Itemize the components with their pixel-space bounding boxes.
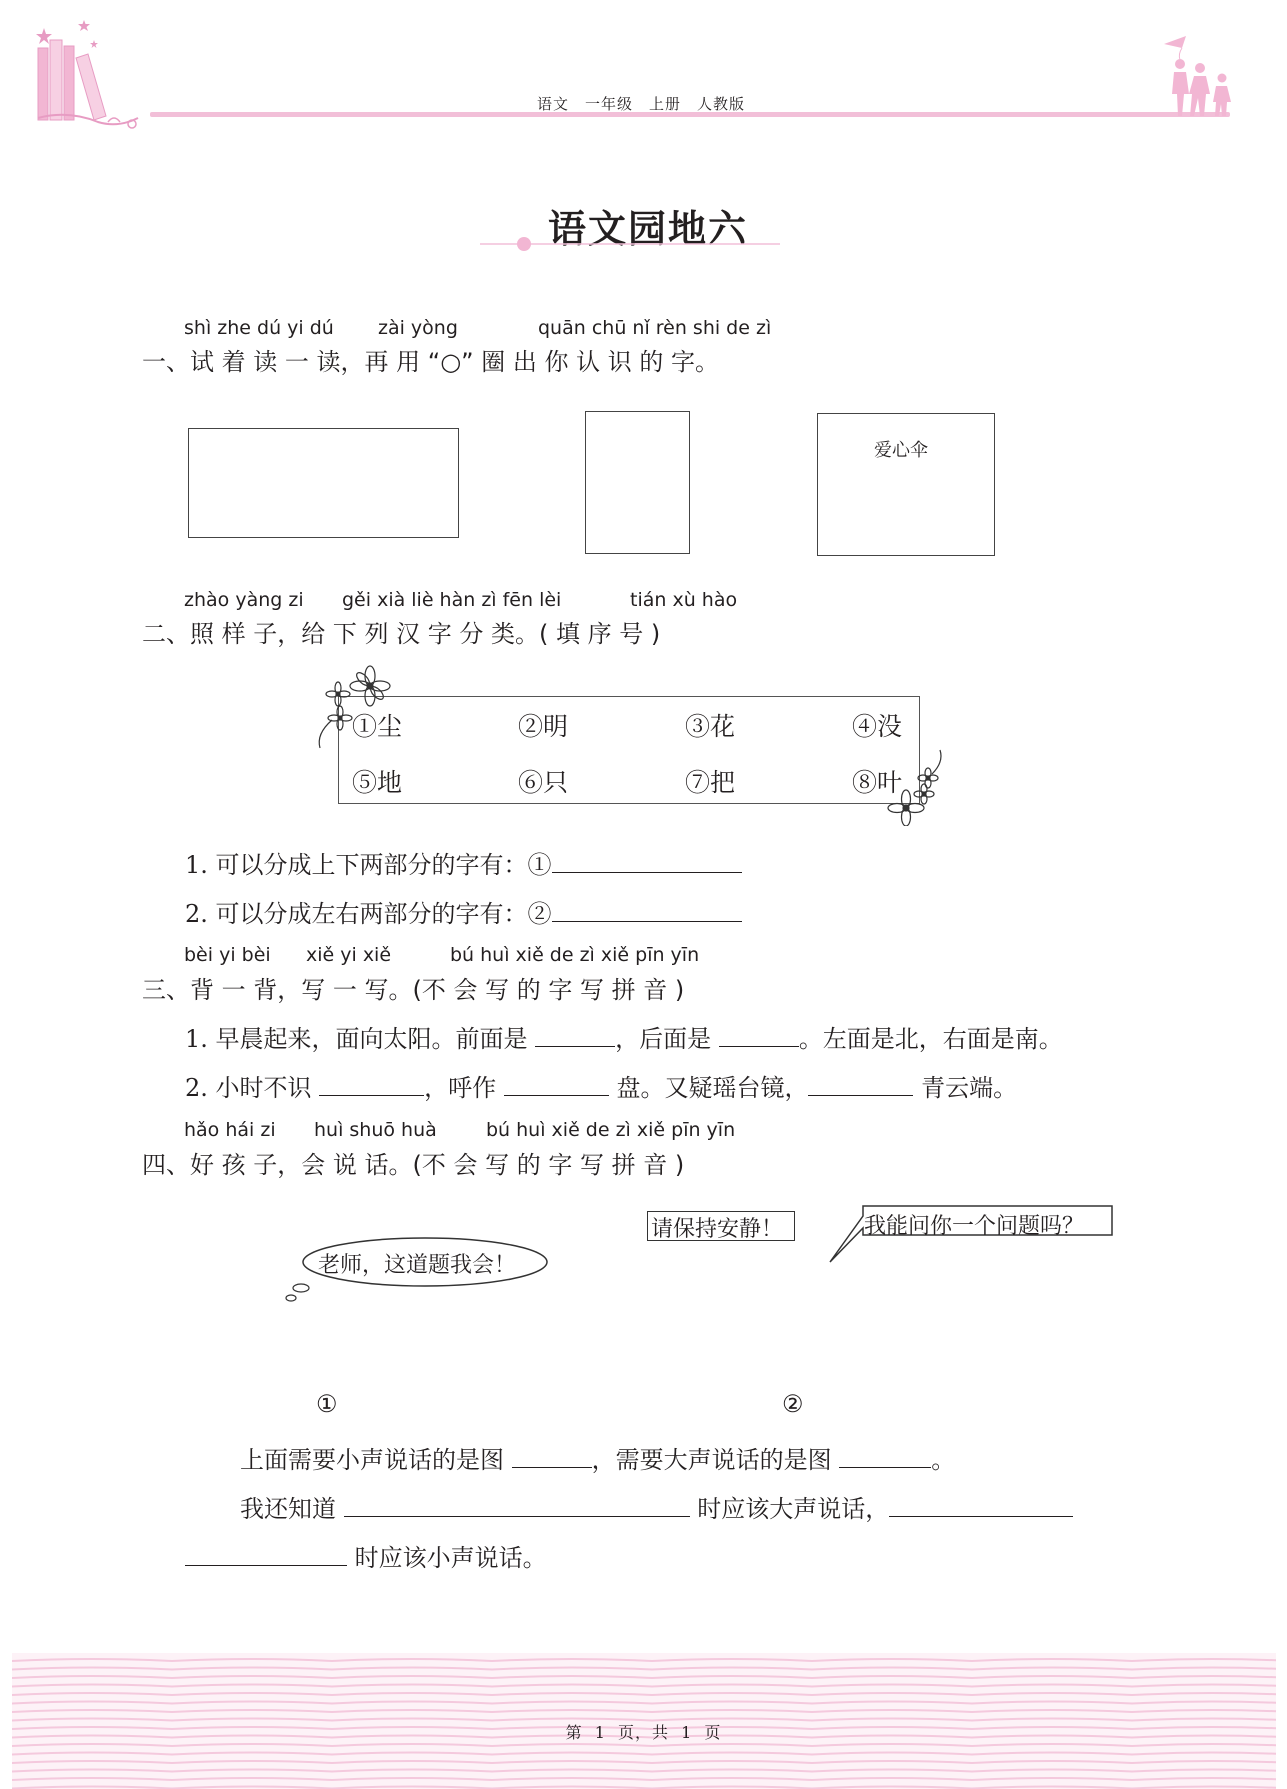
umbrella-label: 爱心伞 — [874, 440, 928, 461]
char-8: ⑧叶 — [852, 768, 903, 797]
s2-heading: 二、照 样 子，给 下 列 汉 字 分 类。( 填 序 号 ) — [142, 620, 661, 648]
reading-image-2 — [585, 411, 690, 554]
bubble-question: 我能问你一个问题吗？ — [864, 1214, 1085, 1239]
bubble-teacher: 老师，这道题我会！ — [318, 1253, 517, 1278]
s3-blank-1[interactable] — [535, 1021, 615, 1047]
s2-question-1: 1. 可以分成上下两部分的字有：① — [185, 845, 742, 880]
s2-answer-1[interactable] — [552, 847, 742, 873]
book-logo-icon — [28, 18, 158, 133]
s4-blank-2[interactable] — [839, 1442, 931, 1468]
s1-pinyin-3: quān chū nǐ rèn shi de zì — [538, 317, 772, 339]
s4-blank-4[interactable] — [889, 1491, 1073, 1517]
figure-label-2: ② — [782, 1390, 804, 1418]
page-number: 第 1 页，共 1 页 — [565, 1723, 722, 1742]
s4-question-3: 时应该小声说话。 — [185, 1538, 547, 1573]
s4-blank-5[interactable] — [185, 1540, 347, 1566]
reading-image-3 — [817, 413, 995, 556]
s3-blank-5[interactable] — [808, 1070, 913, 1096]
reading-image-1 — [188, 428, 459, 538]
s2-answer-2[interactable] — [552, 896, 742, 922]
char-5: ⑤地 — [352, 768, 403, 797]
s3-blank-3[interactable] — [319, 1070, 424, 1096]
children-kite-icon — [1160, 34, 1240, 118]
bubble-quiet: 请保持安静！ — [651, 1217, 784, 1242]
s3-pinyin-3: bú huì xiě de zì xiě pīn yīn — [450, 944, 700, 966]
char-2: ②明 — [518, 712, 569, 741]
s4-pinyin-2: huì shuō huà — [314, 1119, 437, 1141]
char-4: ④没 — [852, 712, 903, 741]
s1-pinyin-2: zài yòng — [378, 317, 458, 339]
s3-pinyin-1: bèi yi bèi — [184, 944, 271, 966]
s4-question-2: 我还知道 时应该大声说话， — [240, 1489, 1073, 1524]
s3-blank-4[interactable] — [504, 1070, 609, 1096]
s3-line-1: 1. 早晨起来，面向太阳。前面是 ，后面是 。左面是北，右面是南。 — [185, 1019, 1063, 1054]
s3-pinyin-2: xiě yi xiě — [306, 944, 392, 966]
s4-blank-3[interactable] — [344, 1491, 690, 1517]
s3-line-2: 2. 小时不识 ，呼作 盘。又疑瑶台镜， 青云端。 — [185, 1068, 1017, 1103]
title-underline — [480, 232, 780, 252]
s4-pinyin-1: hǎo hái zi — [184, 1119, 276, 1141]
s2-pinyin-1: zhào yàng zi — [184, 589, 304, 611]
s4-pinyin-3: bú huì xiě de zì xiě pīn yīn — [486, 1119, 736, 1141]
s2-question-2: 2. 可以分成左右两部分的字有：② — [185, 894, 742, 929]
s1-heading: 一、试 着 读 一 读，再 用 “○” 圈 出 你 认 识 的 字。 — [142, 348, 719, 376]
s2-pinyin-2: gěi xià liè hàn zì fēn lèi — [342, 589, 562, 611]
figure-label-1: ① — [316, 1390, 338, 1418]
s3-blank-2[interactable] — [719, 1021, 799, 1047]
char-1: ①尘 — [352, 712, 403, 741]
char-7: ⑦把 — [685, 768, 736, 797]
page-title: 语文园地六 — [548, 206, 749, 251]
s1-pinyin-1: shì zhe dú yi dú — [184, 317, 334, 339]
header-text: 语文 一年级 上册 人教版 — [537, 95, 746, 113]
s4-blank-1[interactable] — [512, 1442, 592, 1468]
char-frame — [338, 696, 920, 804]
s4-question-1: 上面需要小声说话的是图 ，需要大声说话的是图 。 — [240, 1440, 955, 1475]
s2-pinyin-3: tián xù hào — [630, 589, 738, 611]
char-6: ⑥只 — [518, 768, 569, 797]
s4-heading: 四、好 孩 子，会 说 话。(不 会 写 的 字 写 拼 音 ) — [142, 1151, 685, 1179]
char-3: ③花 — [685, 712, 736, 741]
s3-heading: 三、背 一 背，写 一 写。(不 会 写 的 字 写 拼 音 ) — [142, 976, 685, 1004]
